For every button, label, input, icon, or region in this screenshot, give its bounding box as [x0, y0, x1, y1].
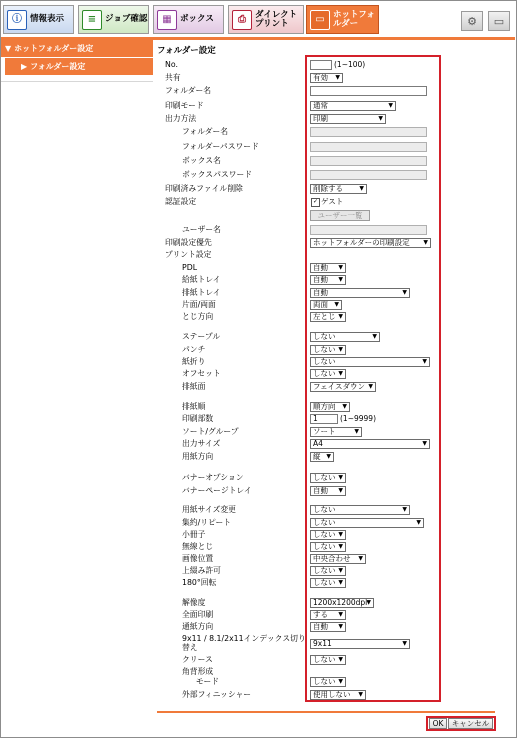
chevron-down-icon: ▼ [338, 567, 343, 574]
chevron-down-icon: ▼ [358, 691, 363, 698]
chevron-down-icon: ▼ [372, 333, 377, 340]
paper-feed-dir-value: 自動 [313, 622, 328, 631]
user-list-button[interactable]: ユーザー一覧 [310, 210, 370, 221]
box-name-input[interactable] [310, 156, 427, 166]
tab-label: ジョブ確認 [105, 14, 148, 24]
resolution-select[interactable] [310, 598, 374, 608]
label-crease: クリース [182, 655, 213, 664]
output-method-value: 印刷 [313, 114, 328, 123]
label-box-password: ボックスパスワード [182, 170, 253, 179]
chevron-down-icon: ▼ [423, 239, 428, 246]
chevron-down-icon: ▼ [388, 102, 393, 109]
output-method-select[interactable] [310, 114, 386, 124]
chevron-down-icon: ▼ [354, 428, 359, 435]
chevron-down-icon: ▼ [338, 346, 343, 353]
punch-value: しない [313, 345, 336, 354]
label-shared: 共有 [165, 73, 181, 82]
label-sort-group: ソート/グループ [182, 427, 239, 436]
combine-repeat-value: しない [313, 518, 336, 527]
paper-direction-value: 縦 [313, 452, 321, 461]
label-staple: ステープル [182, 332, 221, 341]
fold-value: しない [313, 357, 336, 366]
chevron-down-icon: ▼ [338, 623, 343, 630]
chevron-down-icon: ▼ [338, 313, 343, 320]
copies-input[interactable]: 1 [310, 414, 338, 424]
label-combine-repeat: 集約/リピート [182, 518, 232, 527]
monitor-icon[interactable]: ▭ [488, 11, 510, 31]
chevron-down-icon: ▼ [5, 44, 12, 53]
output-order-value: 順方向 [313, 402, 336, 411]
tab-label: ボックス [180, 14, 214, 24]
full-print-value: する [313, 610, 328, 619]
banner-option-select[interactable] [310, 473, 346, 483]
delete-printed-select[interactable] [310, 184, 367, 194]
label-print-settings: プリント設定 [165, 250, 212, 259]
pdl-value: 自動 [313, 263, 328, 272]
booklet-select[interactable] [310, 530, 346, 540]
folder-name-input[interactable] [310, 86, 427, 96]
chevron-down-icon: ▼ [402, 640, 407, 647]
label-output-order: 排紙順 [182, 402, 206, 411]
chevron-down-icon: ▼ [338, 579, 343, 586]
chevron-down-icon: ▼ [338, 656, 343, 663]
label-fold: 紙折り [182, 357, 206, 366]
tab-box[interactable] [153, 5, 224, 34]
sidebar-divider [1, 75, 153, 82]
label-auth: 認証設定 [165, 197, 197, 206]
label-feed-tray: 給紙トレイ [182, 275, 221, 284]
binding-select[interactable] [310, 312, 346, 322]
label-no: No. [165, 60, 178, 69]
output-order-select[interactable] [310, 402, 350, 412]
label-overwrite: 上綴み許可 [182, 566, 221, 575]
spine-select[interactable] [310, 677, 346, 687]
tab-label: ホットフォルダー [333, 9, 375, 29]
chevron-down-icon: ▼ [422, 440, 427, 447]
banner-page-tray-select[interactable] [310, 486, 346, 496]
booklet-value: しない [313, 530, 336, 539]
action-buttons [426, 716, 496, 731]
chevron-down-icon: ▼ [335, 74, 340, 81]
offset-value: しない [313, 369, 336, 378]
tab-direct-print[interactable] [228, 5, 304, 34]
label-banner-page-tray: バナーページトレイ [182, 486, 252, 495]
label-offset: オフセット [182, 369, 221, 378]
tab-info-display[interactable] [3, 5, 74, 34]
output-face-select[interactable] [310, 382, 376, 392]
label-paper-feed-dir: 通紙方向 [182, 622, 214, 631]
box-icon: ▦ [157, 10, 177, 30]
label-output-method: 出力方法 [165, 114, 197, 123]
footer-divider [157, 711, 495, 713]
label-external-finisher: 外部フィニッシャー [182, 690, 252, 699]
duplex-select[interactable] [310, 300, 342, 310]
resolution-value: 1200x1200dpi [313, 598, 368, 607]
chevron-down-icon: ▼ [338, 276, 343, 283]
binding-value: 左とじ [313, 312, 336, 321]
label-out-folder-password: フォルダーパスワード [182, 142, 259, 151]
feed-tray-value: 自動 [313, 275, 328, 284]
paper-feed-dir-select[interactable] [310, 622, 346, 632]
label-spine-line2: モード [196, 677, 220, 686]
guest-checkbox[interactable]: ✓ [312, 198, 319, 205]
overwrite-value: しない [313, 566, 336, 575]
chevron-down-icon: ▼ [402, 506, 407, 513]
paper-size-change-value: しない [313, 505, 336, 514]
copies-range: (1~9999) [340, 414, 376, 423]
guest-label: ゲスト [321, 197, 344, 206]
print-mode-select[interactable] [310, 101, 396, 111]
print-mode-value: 通常 [313, 101, 328, 110]
output-tray-select[interactable] [310, 288, 410, 298]
label-paper-size-change: 用紙サイズ変更 [182, 505, 236, 514]
tab-hot-folder[interactable] [306, 5, 379, 34]
label-index-switch-line2: 替え [182, 643, 198, 652]
shared-select[interactable] [310, 73, 343, 83]
chevron-down-icon: ▼ [422, 358, 427, 365]
index-switch-value: 9x11 [313, 639, 332, 648]
delete-printed-value: 削除する [313, 184, 343, 193]
chevron-down-icon: ▼ [338, 264, 343, 271]
paper-direction-select[interactable] [310, 452, 334, 462]
chevron-down-icon: ▼ [366, 599, 371, 606]
chevron-down-icon: ▼ [338, 531, 343, 538]
label-full-print: 全面印刷 [182, 610, 214, 619]
label-output-face: 排紙面 [182, 382, 206, 391]
top-tab-bar [1, 1, 515, 37]
chevron-down-icon: ▼ [359, 185, 364, 192]
label-out-folder-name: フォルダー名 [182, 127, 229, 136]
label-rotate180: 180°回転 [182, 578, 217, 587]
label-delete-printed: 印刷済みファイル削除 [165, 184, 243, 193]
external-finisher-select[interactable] [310, 690, 366, 700]
tab-label: 情報表示 [30, 14, 65, 24]
ok-button[interactable]: OK [429, 718, 447, 729]
paper-size-change-select[interactable] [310, 505, 410, 515]
sidebar-item-folder-settings[interactable] [5, 58, 153, 75]
crease-select[interactable] [310, 655, 346, 665]
box-password-input[interactable] [310, 170, 427, 180]
label-copies: 印刷部数 [182, 414, 214, 423]
combine-repeat-select[interactable] [310, 518, 424, 528]
chevron-down-icon: ▼ [338, 678, 343, 685]
chevron-down-icon: ▼ [338, 611, 343, 618]
chevron-down-icon: ▼ [334, 301, 339, 308]
duplex-value: 両面 [313, 300, 328, 309]
image-position-select[interactable] [310, 554, 366, 564]
sidebar-item-label: フォルダー設定 [30, 62, 86, 71]
label-perfect-bind: 無線とじ [182, 542, 214, 551]
no-range: (1~100) [334, 60, 366, 69]
spine-value: しない [313, 677, 336, 686]
tab-job-check[interactable] [78, 5, 149, 34]
label-image-position: 画像位置 [182, 554, 214, 563]
perfect-bind-select[interactable] [310, 542, 346, 552]
direct-print-icon: ⎙ [232, 10, 252, 30]
sort-group-value: ソート [313, 427, 336, 436]
device-settings-icon[interactable]: ⚙ [461, 11, 483, 31]
output-size-select[interactable] [310, 439, 430, 449]
label-box-name: ボックス名 [182, 156, 221, 165]
label-print-priority: 印刷設定優先 [165, 238, 212, 247]
no-input[interactable] [310, 60, 332, 70]
label-banner-option: バナーオプション [182, 473, 244, 482]
offset-select[interactable] [310, 369, 346, 379]
label-pdl: PDL [182, 263, 198, 272]
tab-label: ダイレクトプリント [255, 9, 298, 29]
external-finisher-value: 使用しない [313, 690, 351, 699]
label-binding: とじ方向 [182, 312, 214, 321]
label-user-name: ユーザー名 [182, 225, 221, 234]
job-check-icon: ≡ [82, 10, 102, 30]
fold-select[interactable] [310, 357, 430, 367]
chevron-down-icon: ▼ [338, 474, 343, 481]
output-size-value: A4 [313, 439, 323, 448]
label-output-tray: 排紙トレイ [182, 288, 221, 297]
page-title: フォルダー設定 [157, 46, 216, 56]
label-resolution: 解像度 [182, 598, 206, 607]
overwrite-select[interactable] [310, 566, 346, 576]
feed-tray-select[interactable] [310, 275, 346, 285]
info-display-icon: ⓘ [7, 10, 27, 30]
label-booklet: 小冊子 [182, 530, 206, 539]
sidebar-item-hot-folder-settings[interactable] [1, 40, 153, 58]
label-duplex: 片面/両面 [182, 300, 216, 309]
print-priority-value: ホットフォルダーの印刷設定 [313, 238, 410, 247]
index-switch-select[interactable] [310, 639, 410, 649]
label-spine-line1: 角背形成 [182, 667, 214, 676]
cancel-button[interactable]: キャンセル [448, 718, 493, 729]
chevron-down-icon: ▼ [338, 543, 343, 550]
chevron-down-icon: ▼ [338, 370, 343, 377]
user-name-input[interactable] [310, 225, 427, 235]
staple-value: しない [313, 332, 336, 341]
banner-page-tray-value: 自動 [313, 486, 328, 495]
label-punch: パンチ [182, 345, 206, 354]
chevron-down-icon: ▼ [402, 289, 407, 296]
punch-select[interactable] [310, 345, 346, 355]
chevron-down-icon: ▼ [416, 519, 421, 526]
chevron-down-icon: ▼ [342, 403, 347, 410]
staple-select[interactable] [310, 332, 380, 342]
label-paper-direction: 用紙方向 [182, 452, 214, 461]
rotate180-value: しない [313, 578, 336, 587]
crease-value: しない [313, 655, 336, 664]
label-print-mode: 印刷モード [165, 101, 204, 110]
chevron-down-icon: ▼ [378, 115, 383, 122]
chevron-down-icon: ▼ [368, 383, 373, 390]
output-face-value: フェイスダウン [313, 382, 366, 391]
print-priority-select[interactable] [310, 238, 431, 248]
chevron-right-icon: ▶ [21, 62, 28, 71]
chevron-down-icon: ▼ [338, 487, 343, 494]
shared-value: 有効 [313, 73, 328, 82]
label-output-size: 出力サイズ [182, 439, 221, 448]
perfect-bind-value: しない [313, 542, 336, 551]
label-index-switch-line1: 9x11 / 8.1/2x11インデックス切り [182, 634, 306, 643]
out-folder-password-input[interactable] [310, 142, 427, 152]
hot-folder-icon: ▭ [310, 10, 330, 30]
pdl-select[interactable] [310, 263, 346, 273]
image-position-value: 中央合わせ [313, 554, 351, 563]
sidebar [1, 40, 153, 82]
full-print-select[interactable] [310, 610, 346, 620]
sidebar-item-label: ホットフォルダー設定 [14, 44, 94, 53]
rotate180-select[interactable] [310, 578, 346, 588]
chevron-down-icon: ▼ [358, 555, 363, 562]
sort-group-select[interactable] [310, 427, 362, 437]
chevron-down-icon: ▼ [326, 453, 331, 460]
label-folder-name: フォルダー名 [165, 86, 212, 95]
banner-option-value: しない [313, 473, 336, 482]
out-folder-name-input[interactable] [310, 127, 427, 137]
output-tray-value: 自動 [313, 288, 328, 297]
